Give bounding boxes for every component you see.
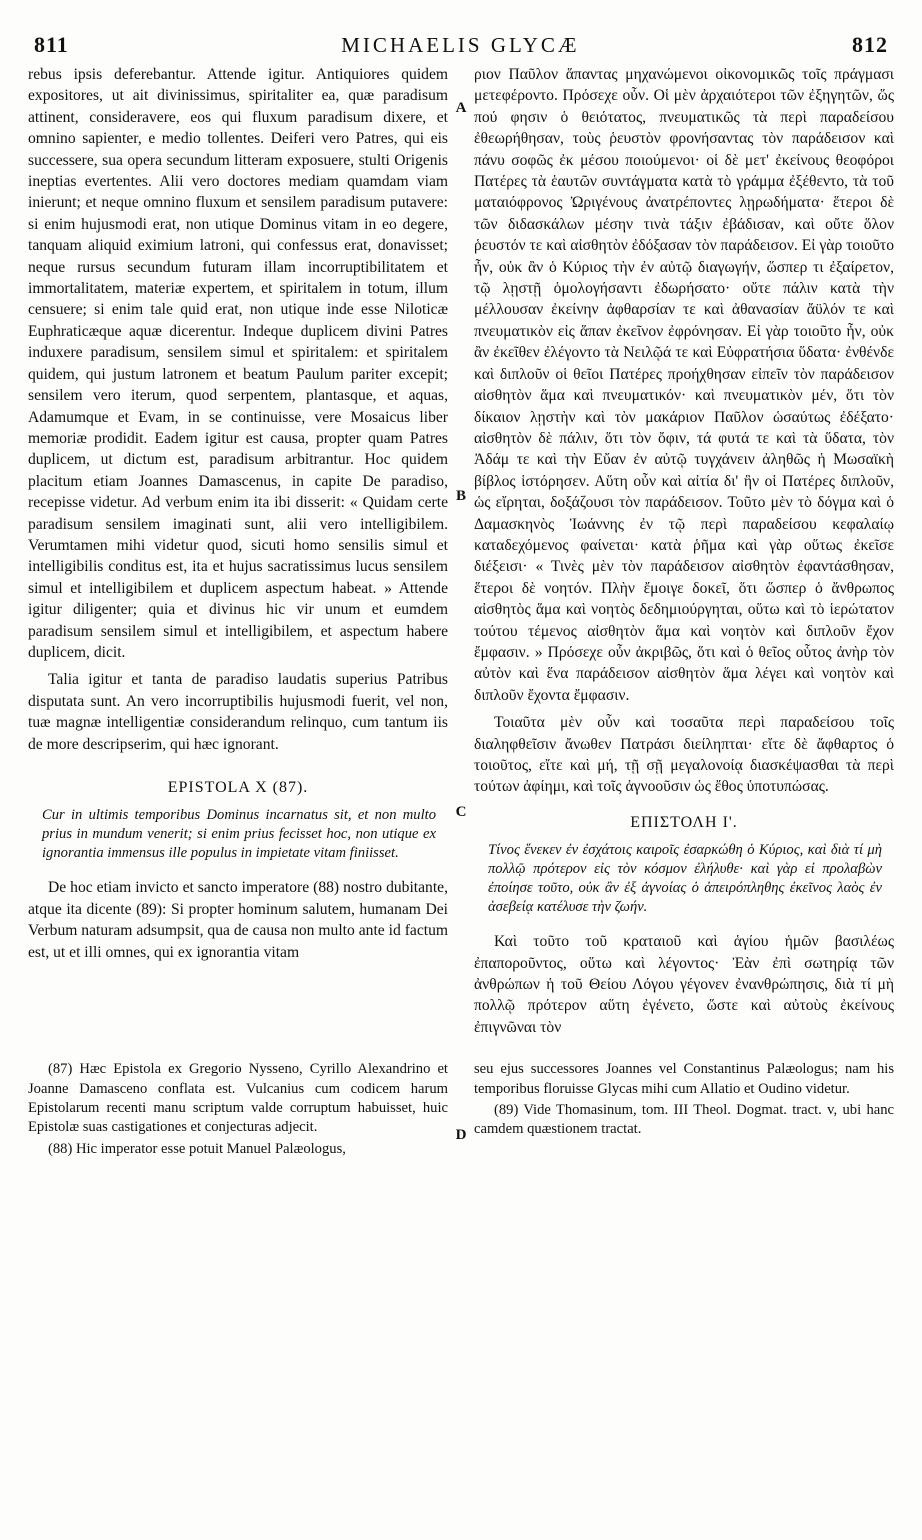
right-page-number: 812: [852, 32, 888, 57]
greek-column: [474, 64, 894, 1038]
latin-epistle-summary: Cur in ultimis temporibus Dominus incarnatus sit, et non multo prius in mundum venerit; si enim prius fecisset hoc, non utique ex ignorantia immensus ille populus in impietate vitam finiisset.: [42, 807, 436, 862]
greek-paragraph-1: ριον Παῦλον ἅπαντας μηχανώμενοι οἰκονομικῶς τοῖς πράγμασι μετεφέροντο. Πρόσεχε οὖν. Οἱ μὲν ἀρχαιότεροι τῶν ἐξηγητῶν, ὥς πού φησιν ὁ θειότατος, πνευματικῶς τὰ περὶ παραδείσου ἐθεωρήθησαν, τοὺς ῥευστὸν φρονήσαντας τὸν παράδεισον καὶ πάνυ σοφῶς ἐκ μέσου ποιούμενοι· οἱ δὲ μετ' ἐκείνους θεοφόροι Πατέρες τὰ ἑαυτῶν συντάγματα κατὰ τὸ γράμμα ἐξέθεντο, τὰ τοῦ ματαιόφρονος Ὠριγένους ἀνατρέποντες λῃρωδήματα· ἕτεροι δὲ τῶν διδασκάλων μέσην τινὰ τάξιν ἐβάδισαν, καὶ οὔτε ὅλον ῥευστόν τε καὶ αἰσθητὸν ἐδόξασαν τὸν παράδεισον. Εἰ γὰρ τοιοῦτο ἦν, οὐκ ἂν ὁ Κύριος τὴν ἐν αὐτῷ διαγωγήν, ὥσπερ τι ἐξαίρετον, τῷ λῃστῇ ὁμολογήσαντι ἐδωρήσατο· οὔτε πάλιν κατὰ τὴν μέλλουσαν ἐκείνην ἀφθαρσίαν τε καὶ ἀθανασίαν ἄϋλόν τε καὶ πνευματικὸν εἰς ἅπαν ἐκεῖνον ἐφρόνησαν. Εἰ γὰρ τοιοῦτο ἦν, οὐκ ἂν ἐκεῖθεν ἐλέγοντο τὰ Νειλῷά τε καὶ Εὐφρατήσια ὕδατα· ἐνθένδε καὶ διπλοῦν οἱ θεῖοι Πατέρες προήχθησαν εἰπεῖν τὸν παράδεισον αἰσθητὸν ἅμα καὶ πνευματικόν· καὶ πνευματικὸν μέν, ὅτι τὸν δίκαιον λῃστὴν καὶ τὸν μακάριον Παῦλον ὡσαύτως ἐδέξατο· αἰσθητὸν δὲ πάλιν, ὅτι τὸν ὄφιν, τά φυτά τε καὶ τὰ ὕδατα, τὸν Ἀδάμ τε καὶ τὴν Εὔαν ἐν αὐτῷ τυγχάνειν ἀληθῶς ἡ Μωσαϊκὴ βίβλος ἱστόρησεν. Αὕτη οὖν καὶ αἰτία δι' ἣν οἱ Πατέρες διπλοῦν, ὡς εἴρηται, δοξάζουσι τὸν παράδεισον. Τοῦτο μὲν τὸ δόγμα καὶ ὁ Δαμασκηνὸς Ἰωάννης ἐν τῷ περὶ παραδείσου κεφαλαίῳ καταδεχόμενος φαίνεται· κατὰ ῥῆμα καὶ γὰρ οὕτως ἐκεῖσε διέξεισι· « Τινὲς μὲν τὸν παράδεισον αἰσθητὸν ἐφαντάσθησαν, ἕτεροι δὲ νοητόν. Πλὴν ἔμοιγε δοκεῖ, ὅτι ὥσπερ ὁ ἄνθρωπος αἰσθητὸς ἅμα καὶ νοητὸς δεδημιούργηται, οὕτω καὶ τὸ ἱερώτατον τούτου τέμενος αἰσθητὸν ἅμα καὶ νοητὸν καὶ διπλοῦν ἔχον ἔμφασιν. » Πρόσεχε οὖν ἀκριβῶς, ὅτι καὶ ὁ θεῖος οὗτος ἀνὴρ τὸν αὐτὸν καὶ ἕνα παράδεισον αἰσθητὸν ἅμα λέγει καὶ νοητὸν καὶ διπλοῦν ἔχοντα ἔμφασιν.: [474, 66, 894, 704]
marginal-letter-b: B: [455, 488, 466, 504]
greek-epistle-title: ΕΠΙΣΤΟΛΗ Ι'.: [630, 813, 738, 831]
footnotes: [28, 1060, 894, 1159]
marginal-letters: [451, 64, 471, 1143]
running-title: MICHAELIS GLYCÆ: [341, 33, 580, 57]
marginal-letter-a: A: [455, 100, 467, 116]
marginal-letter-d: D: [455, 1127, 467, 1143]
footnote-87: (87) Hæc Epistola ex Gregorio Nysseno, Cyrillo Alexandrino et Joanne Damasceno conflata est. Vulcanius cum codicem harum Epistolarum recenti manu scriptum valde corruptum habuisset, huic Epistolæ suas castigationes et conjecturas adjecit.: [28, 1061, 448, 1136]
footnotes-left: [28, 1060, 448, 1159]
latin-paragraph-2: Talia igitur et tanta de paradiso laudatis superius Patribus disputata sunt. An vero incorruptibilis hujusmodi fuerit, vel non, tuæ magnæ intelligentiæ considerandum relinquo, cum tantum iis de more descripserim, qui hæc ignorant.: [28, 671, 448, 753]
footnote-88: (88) Hic imperator esse potuit Manuel Palæologus,: [48, 1140, 346, 1157]
latin-column: [28, 64, 448, 1038]
latin-epistle-title: EPISTOLA X (87).: [167, 779, 309, 796]
marginal-letter-c: C: [455, 804, 467, 820]
left-page-number: 811: [34, 32, 69, 57]
footnote-88-continued: seu ejus successores Joannes vel Constantinus Palæologus; nam his temporibus floruisse Glycas mihi cum Allatio et Oudino videtur.: [474, 1061, 894, 1097]
footnotes-right: [474, 1060, 894, 1159]
greek-paragraph-3: Καὶ τοῦτο τοῦ κραταιοῦ καὶ ἁγίου ἡμῶν βασιλέως ἐπαποροῦντος, οὕτω καὶ λέγοντος· Ἐὰν ἐπὶ σωτηρίᾳ τῶν ἀνθρώπων ἡ τοῦ Θείου Λόγου γέγονεν ἐνανθρώπησις, διὰ τί μὴ πολλῷ πρότερον αὕτη ἐγένετο, ὥστε καὶ αὐτοὺς ἐκείνους ἐπιγνῶναι τὸν: [474, 933, 894, 1036]
running-head: [28, 28, 894, 62]
latin-paragraph-3: De hoc etiam invicto et sancto imperatore (88) nostro dubitante, atque ita dicente (89): Si propter hominum salutem, humanam Dei Verbum naturam adsumpsit, qua de causa non multo ante id factum est, ut et illi omnes, qui ex ignorantia vitam: [28, 879, 448, 961]
greek-epistle-summary: Τίνος ἕνεκεν ἐν ἐσχάτοις καιροῖς ἐσαρκώθη ὁ Κύριος, καὶ διὰ τί μὴ πολλῷ πρότερον εἰς τὸν κόσμον ἐλήλυθε· καὶ γὰρ εἰ προλαβὼν ἐποίησε τοῦτο, οὐκ ἂν ἐξ ἀγνοίας ὁ ἀπειρόπληθης ἐκεῖνος λαὸς ἐν ἀσεβείᾳ κατέλυσε τὴν ζωήν.: [488, 842, 882, 916]
latin-paragraph-1: rebus ipsis deferebantur. Attende igitur. Antiquiores quidem expositores, ut ait divinissimus, spiritaliter ea, quæ paradisum attinent, consideravere, eos qui fluxum paradisum dixere, et omnino sapienter, e medio tollentes. Deiferi vero Patres, qui eis successere, sua opera secundum litteram exposuere, stulti Origenis ineptias evertentes. Alii vero doctores mediam quamdam viam inierunt; et neque omnino fluxum et sensilem paradisum putavere: si enim hujusmodi erat, non utique Dominus vitam in eo degere, tanquam aliquid eximium latroni, qui confessus erat, donavisset; neque rursus secundum futuram illam incorruptibilitatem et immortalitatem, materiæ expertem, et spiritalem in totum, illum censuere; si enim tale quid erat, non utique inde esse Niloticæ Euphraticæque aquæ dicerentur. Indeque duplicem divini Patres induxere paradisum, sensilem simul et spiritalem: et spiritalem quidem, qui justum latronem et beatum Paulum pariter excepit; sensilem vero iterum, quod serpentem, plantasque, et aquas, Adamumque et Evam, in se continuisse, vere Mosaicus liber memoriæ prodidit. Eadem igitur est causa, propter quam Patres duplicem, ut dictum est, paradisum arbitrantur. Hoc quidem placitum etiam Joannes Damascenus, in capite De paradiso, recepisse videtur. Ad verbum enim ita ibi disserit: « Quidam certe paradisum sensilem imaginati sunt, alii vero intelligibilem. Verumtamen mihi videtur quod, sicuti homo sensilis simul et intelligibilis conditus est, ita et hujus sacratissimus lucus sensilem simul et intelligibilem et duplicem aspectum habeat. » Attende igitur diligenter; quia et divinus hic vir unum et eumdem paradisum sensilem simul et intelligibilem, et aspectum habere duplicem, dicit.: [28, 66, 448, 661]
greek-paragraph-2: Τοιαῦτα μὲν οὖν καὶ τοσαῦτα περὶ παραδείσου τοῖς διαληφθεῖσιν ἄνωθεν Πατράσι διείληπται· εἴτε δὲ ἄφθαρτος ὁ τοιοῦτος, εἴτε καὶ μή, τῇ σῇ μεγαλονοίᾳ διασκέψασθαι τὰ περὶ τούτων ἀφίημι, καὶ τοῖς ἀγνοοῦσιν ὡς ἔθος ὑποτυπώσας.: [474, 714, 894, 796]
footnote-89: (89) Vide Thomasinum, tom. III Theol. Dogmat. tract. v, ubi hanc camdem quæstionem tractat.: [474, 1102, 894, 1138]
